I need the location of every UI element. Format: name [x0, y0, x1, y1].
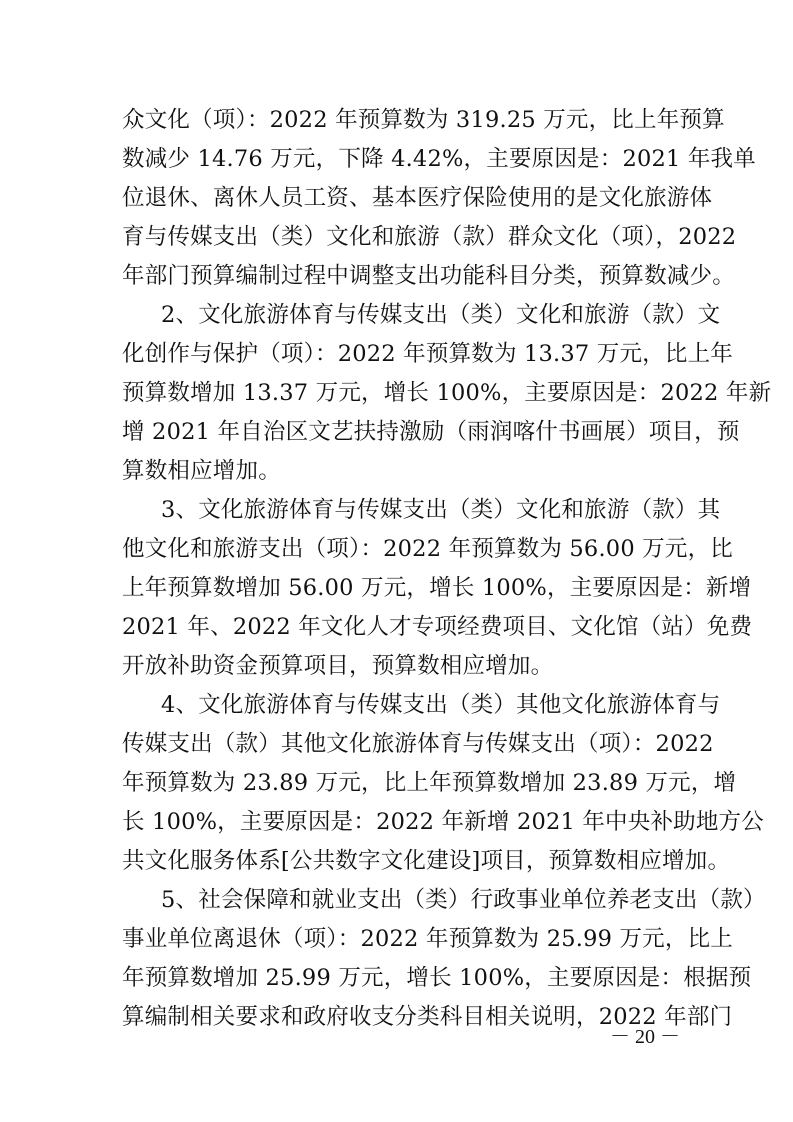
paragraph-start-line: 5、社会保障和就业支出（类）行政事业单位养老支出（款）	[161, 887, 766, 913]
text-line: 事业单位离退休（项）：2022 年预算数为 25.99 万元，比上	[122, 926, 733, 952]
text-line: 他文化和旅游支出（项）：2022 年预算数为 56.00 万元，比	[122, 536, 733, 562]
text-line: 位退休、离休人员工资、基本医疗保险使用的是文化旅游体	[122, 185, 713, 211]
text-line: 年预算数增加 25.99 万元，增长 100%，主要原因是：根据预	[122, 965, 752, 991]
text-line: 上年预算数增加 56.00 万元，增长 100%，主要原因是：新增	[122, 575, 752, 601]
text-line: 数减少 14.76 万元，下降 4.42%，主要原因是：2021 年我单	[122, 146, 756, 172]
text-line: 开放补助资金预算项目，预算数相应增加。	[122, 653, 554, 679]
text-line: 算数相应增加。	[122, 458, 281, 484]
paragraph-start-line: 2、文化旅游体育与传媒支出（类）文化和旅游（款）文	[161, 302, 721, 328]
text-line: 2021 年、2022 年文化人才专项经费项目、文化馆（站）免费	[122, 614, 753, 640]
text-line: 年预算数为 23.89 万元，比上年预算数增加 23.89 万元，增	[122, 770, 737, 796]
page-number: － 20 －	[610, 1026, 680, 1048]
text-line: 化创作与保护（项）：2022 年预算数为 13.37 万元，比上年	[122, 341, 733, 367]
text-line: 众文化（项）：2022 年预算数为 319.25 万元，比上年预算	[122, 107, 725, 133]
text-line: 预算数增加 13.37 万元，增长 100%，主要原因是：2022 年新	[122, 380, 772, 406]
paragraph-start-line: 3、文化旅游体育与传媒支出（类）文化和旅游（款）其	[161, 497, 721, 523]
text-line: 增 2021 年自治区文艺扶持激励（雨润喀什书画展）项目，预	[122, 419, 740, 445]
text-line: 共文化服务体系[公共数字文化建设]项目，预算数相应增加。	[122, 848, 731, 874]
text-line: 长 100%，主要原因是：2022 年新增 2021 年中央补助地方公	[122, 809, 764, 835]
text-line: 传媒支出（款）其他文化旅游体育与传媒支出（项）：2022	[122, 731, 714, 757]
text-line: 算编制相关要求和政府收支分类科目相关说明，2022 年部门	[122, 1004, 733, 1030]
text-line: 年部门预算编制过程中调整支出功能科目分类，预算数减少。	[122, 263, 735, 289]
paragraph-start-line: 4、文化旅游体育与传媒支出（类）其他文化旅游体育与	[161, 692, 721, 718]
text-line: 育与传媒支出（类）文化和旅游（款）群众文化（项），2022	[122, 224, 737, 250]
